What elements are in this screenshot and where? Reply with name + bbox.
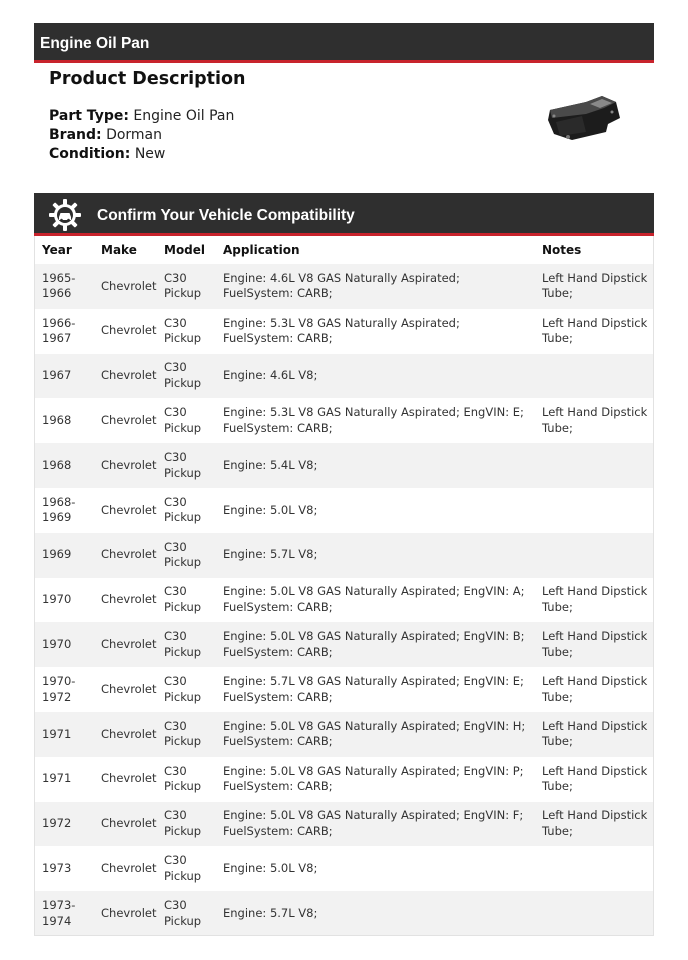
- cell-model: C30 Pickup: [157, 667, 216, 712]
- cell-make: Chevrolet: [94, 846, 157, 891]
- table-row: [35, 891, 653, 936]
- part-type-label: Part Type:: [49, 108, 129, 124]
- table-row: [35, 443, 653, 488]
- condition-row: [49, 146, 165, 162]
- cell-notes: [535, 846, 653, 891]
- table-row: [35, 712, 653, 757]
- cell-make: Chevrolet: [94, 891, 157, 936]
- cell-application: Engine: 5.3L V8 GAS Naturally Aspirated; EngVIN: E; FuelSystem: CARB;: [216, 398, 535, 443]
- compatibility-bar: [34, 193, 654, 236]
- cell-application: Engine: 5.3L V8 GAS Naturally Aspirated; FuelSystem: CARB;: [216, 309, 535, 354]
- cell-application: Engine: 5.0L V8 GAS Naturally Aspirated; EngVIN: F; FuelSystem: CARB;: [216, 802, 535, 847]
- cell-model: C30 Pickup: [157, 712, 216, 757]
- cell-year: 1970-1972: [35, 667, 94, 712]
- cell-model: C30 Pickup: [157, 354, 216, 399]
- column-header-model: Model: [164, 243, 206, 257]
- table-row: [35, 578, 653, 623]
- cell-notes: [535, 354, 653, 399]
- brand-value: Dorman: [106, 127, 163, 143]
- brand-label: Brand:: [49, 127, 102, 143]
- cell-model: C30 Pickup: [157, 443, 216, 488]
- cell-year: 1970: [35, 578, 94, 623]
- cell-make: Chevrolet: [94, 354, 157, 399]
- cell-make: Chevrolet: [94, 309, 157, 354]
- cell-application: Engine: 5.4L V8;: [216, 443, 535, 488]
- cell-year: 1971: [35, 712, 94, 757]
- table-row: [35, 309, 653, 354]
- cell-make: Chevrolet: [94, 264, 157, 309]
- cell-model: C30 Pickup: [157, 622, 216, 667]
- cell-make: Chevrolet: [94, 802, 157, 847]
- cell-application: Engine: 5.7L V8;: [216, 533, 535, 578]
- cell-model: C30 Pickup: [157, 757, 216, 802]
- cell-notes: Left Hand Dipstick Tube;: [535, 667, 653, 712]
- table-row: [35, 264, 653, 309]
- cell-year: 1972: [35, 802, 94, 847]
- table-row: [35, 354, 653, 399]
- cell-application: Engine: 5.0L V8;: [216, 488, 535, 533]
- page-title: Engine Oil Pan: [40, 35, 150, 52]
- table-row: [35, 846, 653, 891]
- condition-label: Condition:: [49, 146, 131, 162]
- cell-model: C30 Pickup: [157, 488, 216, 533]
- cell-make: Chevrolet: [94, 757, 157, 802]
- cell-make: Chevrolet: [94, 578, 157, 623]
- cell-notes: Left Hand Dipstick Tube;: [535, 578, 653, 623]
- cell-year: 1973-1974: [35, 891, 94, 936]
- table-row: [35, 757, 653, 802]
- cell-notes: Left Hand Dipstick Tube;: [535, 264, 653, 309]
- table-row: [35, 802, 653, 847]
- product-description-title: Product Description: [49, 69, 246, 89]
- cell-notes: Left Hand Dipstick Tube;: [535, 757, 653, 802]
- cell-year: 1967: [35, 354, 94, 399]
- cell-make: Chevrolet: [94, 667, 157, 712]
- cell-make: Chevrolet: [94, 712, 157, 757]
- cell-model: C30 Pickup: [157, 533, 216, 578]
- table-row: [35, 488, 653, 533]
- cell-application: Engine: 5.0L V8;: [216, 846, 535, 891]
- cell-application: Engine: 5.0L V8 GAS Naturally Aspirated; EngVIN: A; FuelSystem: CARB;: [216, 578, 535, 623]
- cell-year: 1965-1966: [35, 264, 94, 309]
- compatibility-title: Confirm Your Vehicle Compatibility: [97, 207, 355, 224]
- cell-application: Engine: 5.0L V8 GAS Naturally Aspirated; EngVIN: P; FuelSystem: CARB;: [216, 757, 535, 802]
- table-row: [35, 667, 653, 712]
- condition-value: New: [134, 146, 166, 162]
- cell-make: Chevrolet: [94, 533, 157, 578]
- cell-notes: [535, 533, 653, 578]
- cell-year: 1968: [35, 443, 94, 488]
- table-row: [35, 533, 653, 578]
- column-header-year: Year: [42, 243, 72, 257]
- column-header-make: Make: [101, 243, 137, 257]
- cell-notes: [535, 891, 653, 936]
- cell-notes: Left Hand Dipstick Tube;: [535, 398, 653, 443]
- oil-pan-image: [542, 88, 624, 144]
- cell-model: C30 Pickup: [157, 891, 216, 936]
- cell-model: C30 Pickup: [157, 264, 216, 309]
- cell-application: Engine: 4.6L V8;: [216, 354, 535, 399]
- cell-application: Engine: 5.7L V8;: [216, 891, 535, 936]
- table-header-row: [35, 236, 653, 264]
- cell-notes: [535, 443, 653, 488]
- compatibility-table: [34, 236, 654, 936]
- column-header-application: Application: [223, 243, 300, 257]
- cell-make: Chevrolet: [94, 622, 157, 667]
- cell-make: Chevrolet: [94, 398, 157, 443]
- cell-application: Engine: 4.6L V8 GAS Naturally Aspirated; FuelSystem: CARB;: [216, 264, 535, 309]
- part-type-row: [49, 108, 234, 124]
- gear-car-icon: [48, 198, 82, 232]
- cell-model: C30 Pickup: [157, 309, 216, 354]
- cell-model: C30 Pickup: [157, 802, 216, 847]
- header-bar: [34, 23, 654, 63]
- cell-notes: Left Hand Dipstick Tube;: [535, 622, 653, 667]
- table-row: [35, 398, 653, 443]
- cell-model: C30 Pickup: [157, 846, 216, 891]
- cell-year: 1969: [35, 533, 94, 578]
- table-row: [35, 622, 653, 667]
- cell-year: 1970: [35, 622, 94, 667]
- cell-year: 1973: [35, 846, 94, 891]
- cell-application: Engine: 5.7L V8 GAS Naturally Aspirated; EngVIN: E; FuelSystem: CARB;: [216, 667, 535, 712]
- cell-application: Engine: 5.0L V8 GAS Naturally Aspirated; EngVIN: B; FuelSystem: CARB;: [216, 622, 535, 667]
- cell-make: Chevrolet: [94, 443, 157, 488]
- cell-application: Engine: 5.0L V8 GAS Naturally Aspirated; EngVIN: H; FuelSystem: CARB;: [216, 712, 535, 757]
- cell-notes: Left Hand Dipstick Tube;: [535, 802, 653, 847]
- brand-row: [49, 127, 162, 143]
- cell-notes: Left Hand Dipstick Tube;: [535, 309, 653, 354]
- column-header-notes: Notes: [542, 243, 582, 257]
- cell-year: 1968: [35, 398, 94, 443]
- cell-year: 1966-1967: [35, 309, 94, 354]
- cell-make: Chevrolet: [94, 488, 157, 533]
- cell-notes: Left Hand Dipstick Tube;: [535, 712, 653, 757]
- cell-model: C30 Pickup: [157, 398, 216, 443]
- part-type-value: Engine Oil Pan: [133, 108, 235, 124]
- cell-model: C30 Pickup: [157, 578, 216, 623]
- cell-year: 1971: [35, 757, 94, 802]
- cell-year: 1968-1969: [35, 488, 94, 533]
- cell-notes: [535, 488, 653, 533]
